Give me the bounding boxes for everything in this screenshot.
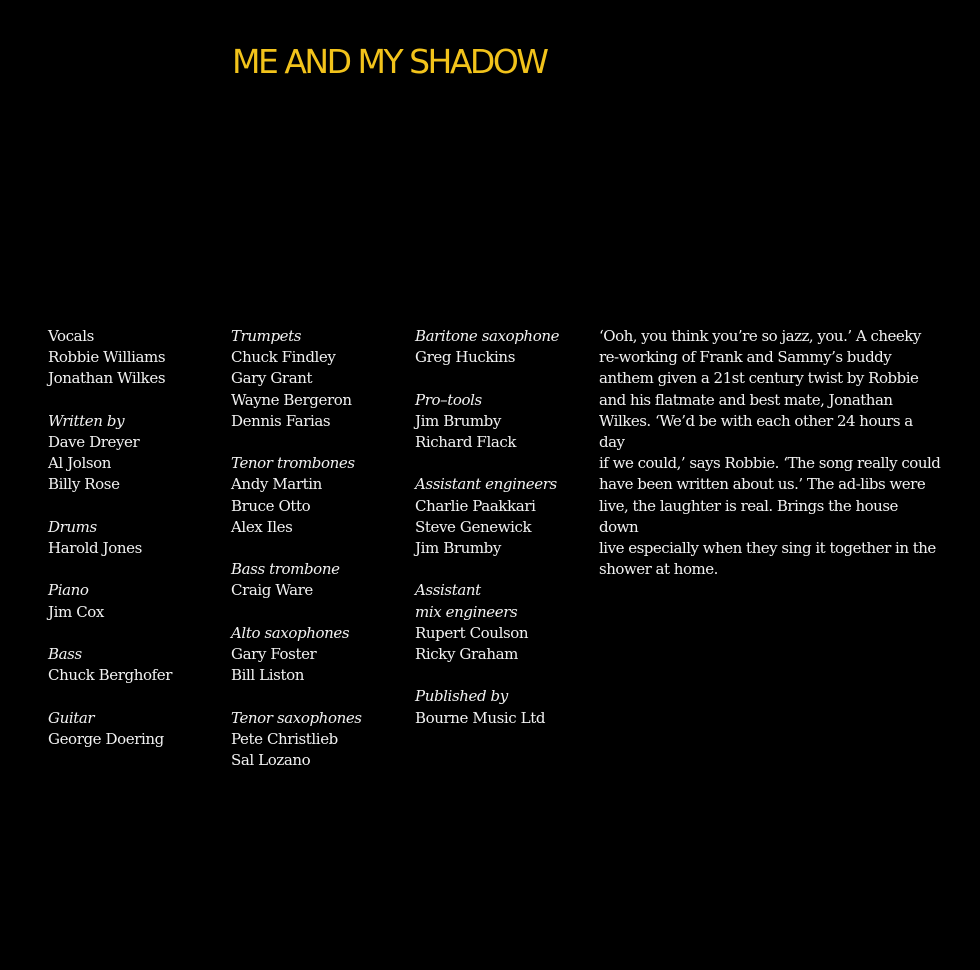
credit-group bbox=[48, 517, 223, 559]
credit-group bbox=[48, 644, 223, 686]
credit-role: Alto saxophones bbox=[231, 623, 350, 642]
credit-name: Dave Dreyer bbox=[48, 433, 140, 451]
credits-column-3 bbox=[415, 326, 593, 729]
credit-group bbox=[415, 326, 593, 368]
credit-group bbox=[48, 708, 223, 750]
credit-name: Gary Grant bbox=[231, 369, 313, 388]
credit-name: Rupert Coulson bbox=[415, 623, 529, 642]
credit-group bbox=[231, 326, 406, 432]
credit-name: Charlie Paakkari bbox=[415, 496, 536, 515]
credit-name: Bourne Music Ltd bbox=[415, 708, 546, 727]
credit-name: Harold Jones bbox=[48, 539, 142, 557]
credit-name: Andy Martin bbox=[231, 475, 322, 494]
credit-name: Bruce Otto bbox=[231, 496, 311, 515]
credit-name: George Doering bbox=[48, 729, 164, 748]
credit-role: Published by bbox=[415, 687, 508, 706]
credits-column-2 bbox=[231, 326, 406, 771]
credit-name: Billy Rose bbox=[48, 475, 120, 494]
credit-name: Steve Genewick bbox=[415, 517, 532, 536]
credit-name: Robbie Williams bbox=[48, 348, 166, 367]
credit-name: Pete Christlieb bbox=[231, 729, 338, 748]
credit-name: Gary Foster bbox=[231, 645, 317, 663]
song-title: ME AND MY SHADOW bbox=[232, 42, 547, 81]
credit-name: Greg Huckins bbox=[415, 348, 515, 367]
credit-group bbox=[48, 326, 223, 390]
credit-name: Al Jolson bbox=[48, 454, 112, 473]
credit-role: Piano bbox=[48, 581, 89, 600]
credit-group bbox=[231, 623, 406, 687]
credit-name: Alex Iles bbox=[231, 517, 293, 536]
credit-role: Assistant engineers bbox=[415, 475, 557, 494]
credit-role: Guitar bbox=[48, 708, 95, 727]
credit-group bbox=[48, 580, 223, 622]
credit-group bbox=[231, 559, 406, 601]
credit-role: Bass trombone bbox=[231, 560, 340, 579]
credit-group bbox=[231, 708, 406, 772]
credit-name: Jim Brumby bbox=[415, 539, 501, 557]
credit-role: Pro–tools bbox=[415, 390, 482, 409]
credits-column-1 bbox=[48, 326, 223, 750]
credit-name: Chuck Findley bbox=[231, 348, 336, 367]
credit-name: Wayne Bergeron bbox=[231, 390, 352, 409]
credit-name: Dennis Farias bbox=[231, 411, 331, 430]
credit-group bbox=[415, 686, 593, 728]
credit-name: Sal Lozano bbox=[231, 751, 311, 769]
credit-role: Trumpets bbox=[231, 327, 302, 345]
credit-group bbox=[415, 474, 593, 559]
credit-name: Richard Flack bbox=[415, 433, 517, 451]
credit-group bbox=[48, 411, 223, 496]
credit-role: Vocals bbox=[48, 327, 94, 345]
credit-role: Tenor saxophones bbox=[231, 708, 362, 727]
liner-notes: ‘Ooh, you think you’re so jazz, you.’ A cheeky re-working of Frank and Sammy’s buddy anthem given a 21st century twist by Robbie and his flatmate and best mate, Jonathan Wilkes. ‘We’d be with each other 24 hours a day if we could,’ says Robbie. ‘The song really could have been written about us.’ The ad-libs were live, the laughter is real. Brings the house down live especially when they sing it together in the shower at home. bbox=[599, 327, 941, 579]
credit-name: Chuck Berghofer bbox=[48, 666, 173, 685]
credit-name: Bill Liston bbox=[231, 666, 304, 685]
credit-role: Bass bbox=[48, 644, 82, 663]
credit-role: Drums bbox=[48, 517, 97, 536]
credit-name: Jim Cox bbox=[48, 602, 104, 621]
credit-role: Baritone saxophone bbox=[415, 327, 560, 345]
credit-group bbox=[231, 453, 406, 538]
credit-name: Ricky Graham bbox=[415, 645, 518, 663]
credit-name: Jonathan Wilkes bbox=[48, 369, 166, 388]
credit-group bbox=[415, 580, 593, 665]
credit-role: Written by bbox=[48, 411, 125, 430]
credit-role: Assistant mix engineers bbox=[415, 581, 518, 621]
credit-name: Jim Brumby bbox=[415, 411, 501, 430]
credit-group bbox=[415, 390, 593, 454]
credit-name: Craig Ware bbox=[231, 581, 313, 600]
credit-role: Tenor trombones bbox=[231, 454, 355, 473]
